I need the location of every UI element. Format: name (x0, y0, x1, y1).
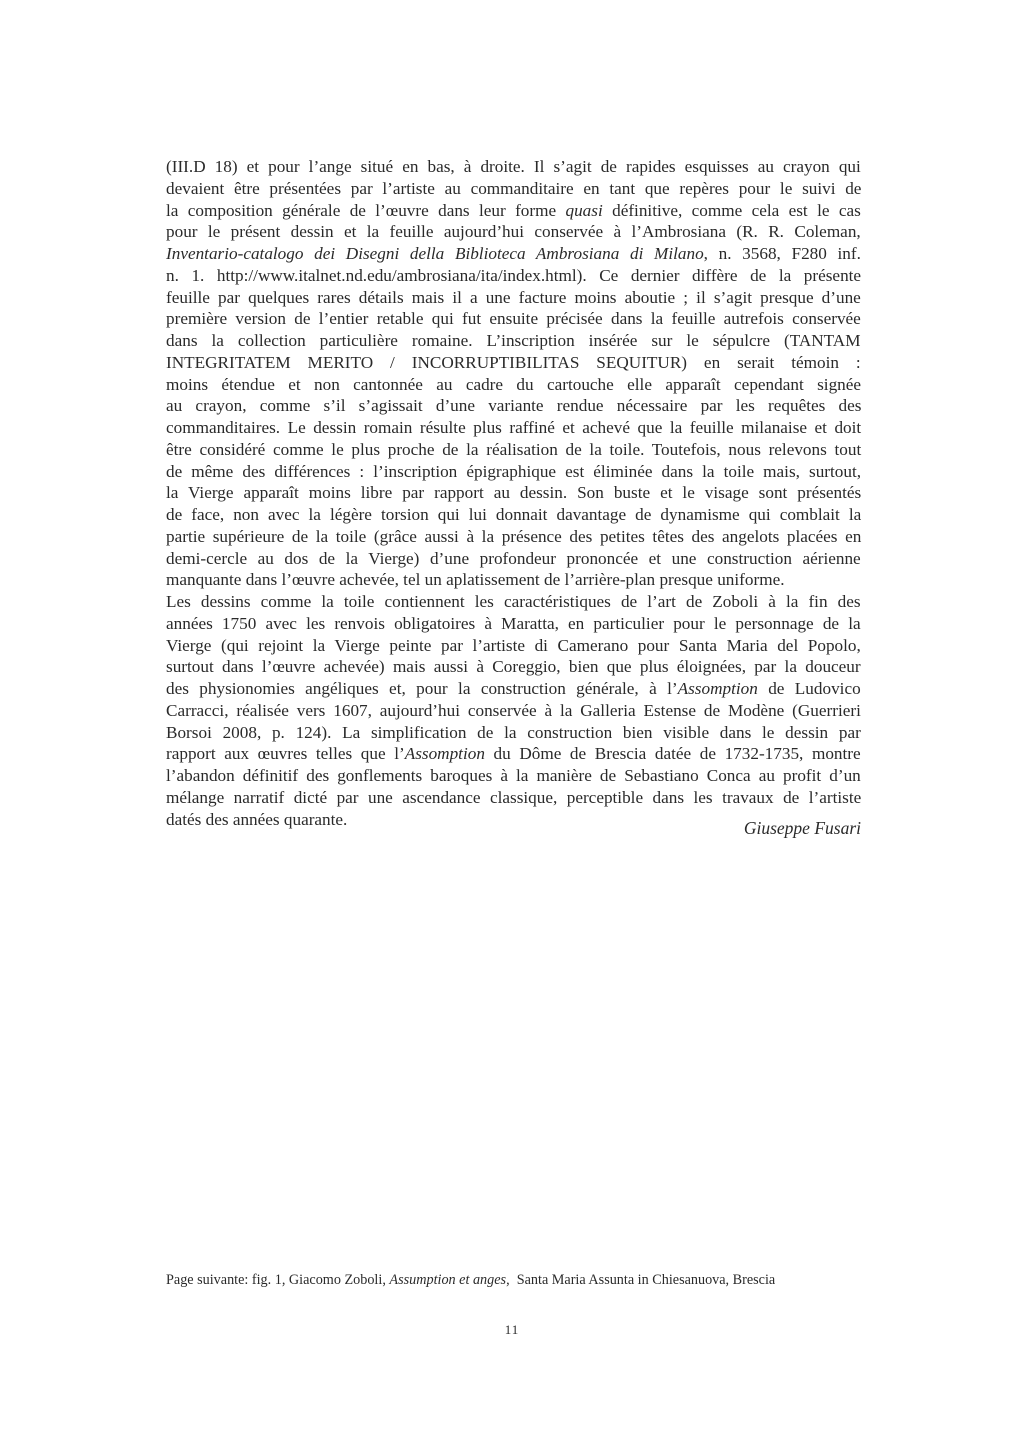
text-segment: (III.D 18) et pour l’ange situé en bas, à droite. Il s’agit de rapides esquisses au crayon qui (166, 157, 861, 176)
text-segment: la composition générale de l’œuvre dans leur forme (166, 200, 566, 220)
text-segment: devaient être présentées par l’artiste au commanditaire en tant que repères pour le suivi de (166, 178, 862, 198)
text-line (166, 591, 861, 613)
text-line (166, 743, 861, 765)
text-line (166, 243, 861, 265)
text-line (166, 656, 861, 678)
text-line (166, 352, 861, 374)
text-segment: Carracci, réalisée vers 1607, aujourd’hui conservée à la Galleria Estense de Modène (Guerrieri (166, 700, 861, 720)
text-segment: de Ludovico (757, 679, 861, 698)
italic-text: quasi (565, 200, 603, 220)
text-segment: au crayon, comme s’il s’agissait d’une variante rendue nécessaire par les requêtes des (166, 396, 862, 416)
text-line (166, 178, 861, 200)
text-segment: de même des différences : l’inscription épigraphique est éliminée dans la toile mais, surtout, (166, 461, 862, 481)
text-segment: manquante dans l’œuvre achevée, tel un aplatissement de l’arrière-plan presque uniforme. (166, 570, 785, 590)
italic-text: Inventario-catalogo dei Disegni della Biblioteca Ambrosiana di Milano (166, 244, 704, 263)
text-line (166, 722, 861, 744)
text-line (166, 678, 861, 700)
text-line (166, 482, 861, 504)
text-line (166, 221, 861, 243)
text-line (166, 526, 861, 548)
text-line (166, 613, 861, 635)
text-line (166, 265, 861, 287)
text-line (166, 374, 861, 396)
body-text (166, 156, 861, 830)
caption-suffix: , Santa Maria Assunta in Chiesanuova, Brescia (506, 1272, 776, 1288)
text-line (166, 635, 861, 657)
text-segment: n. 1. http://www.italnet.nd.edu/ambrosiana/ita/index.html). Ce dernier diffère de la présente (166, 265, 862, 285)
text-line (166, 308, 861, 330)
text-segment: Les dessins comme la toile contiennent les caractéristiques de l’art de Zoboli à la fin des (166, 592, 861, 611)
text-line (166, 765, 861, 787)
text-segment: du Dôme de Brescia datée de 1732-1735, montre (484, 744, 861, 764)
text-segment: Vierge (qui rejoint la Vierge peinte par l’artiste di Camerano pour Santa Maria del Popolo, (166, 635, 861, 655)
text-segment: première version de l’entier retable qui fut ensuite précisée dans la feuille autrefois conservée (166, 309, 861, 329)
text-segment: Borsoi 2008, p. 124). La simplification de la construction bien visible dans le dessin par (166, 722, 861, 742)
text-segment: années 1750 avec les renvois obligatoires à Maratta, en particulier pour le personnage de la (166, 613, 861, 633)
text-segment: de face, non avec la légère torsion qui lui donnait davantage de dynamisme qui comblait la (166, 505, 862, 524)
text-segment: être considéré comme le plus proche de la réalisation de la toile. Toutefois, nous relevons tout (166, 439, 862, 459)
text-line (166, 439, 861, 461)
text-line (166, 504, 861, 526)
text-line (166, 200, 861, 222)
text-segment: , n. 3568, F280 inf. (703, 244, 861, 263)
figure-caption (166, 1272, 775, 1289)
text-segment: l’abandon définitif des gonflements baroques à la manière de Sebastiano Conca au profit d’un (166, 766, 861, 785)
caption-artwork-title: Assumption et anges (389, 1272, 507, 1288)
text-segment: mélange narratif dicté par une ascendance classique, perceptible dans les travaux de l’artiste (166, 787, 862, 807)
text-segment: des physionomies angéliques et, pour la construction générale, à l’ (166, 679, 678, 698)
text-segment: feuille par quelques rares détails mais il a une facture moins aboutie ; il s’agit presque d’une (166, 287, 861, 307)
text-line (166, 287, 861, 309)
text-line (166, 787, 861, 809)
text-line (166, 156, 861, 178)
text-segment: datés des années quarante. (166, 809, 348, 829)
text-segment: définitive, comme cela est le cas (602, 200, 861, 220)
text-segment: INTEGRITATEM MERITO / INCORRUPTIBILITAS SEQUITUR) en serait témoin : (166, 352, 861, 372)
italic-text: Assomption (404, 744, 485, 764)
author-signature: Giuseppe Fusari (743, 818, 861, 838)
text-line (166, 417, 861, 439)
caption-prefix: Page suivante: fig. 1, Giacomo Zoboli, (166, 1272, 390, 1288)
text-segment: partie supérieure de la toile (grâce aussi à la présence des petites têtes des angelots placées en (166, 526, 862, 546)
text-line (166, 700, 861, 722)
text-segment: moins étendue et non cantonnée au cadre du cartouche elle apparaît cependant signée (166, 374, 862, 394)
text-segment: rapport aux œuvres telles que l’ (166, 744, 405, 764)
text-line (166, 395, 861, 417)
page-number: 11 (504, 1322, 520, 1337)
text-segment: surtout dans l’œuvre achevée) mais aussi à Coreggio, bien que plus éloignées, par la douceur (166, 657, 861, 677)
text-segment: pour le présent dessin et la feuille aujourd’hui conservée à l’Ambrosiana (R. R. Coleman, (166, 222, 861, 242)
text-segment: commanditaires. Le dessin romain résulte plus raffiné et achevé que la feuille milanaise et doit (166, 418, 862, 437)
text-segment: demi-cercle au dos de la Vierge) d’une profondeur prononcée et une construction aérienne (166, 548, 861, 568)
text-line (166, 330, 861, 352)
italic-text: Assomption (677, 679, 758, 698)
text-segment: la Vierge apparaît moins libre par rapport au dessin. Son buste et le visage sont présentés (166, 483, 862, 503)
text-line (166, 548, 861, 570)
text-line (166, 569, 861, 591)
text-segment: dans la collection particulière romaine. L’inscription insérée sur le sépulcre (TANTAM (166, 331, 861, 350)
text-line (166, 461, 861, 483)
